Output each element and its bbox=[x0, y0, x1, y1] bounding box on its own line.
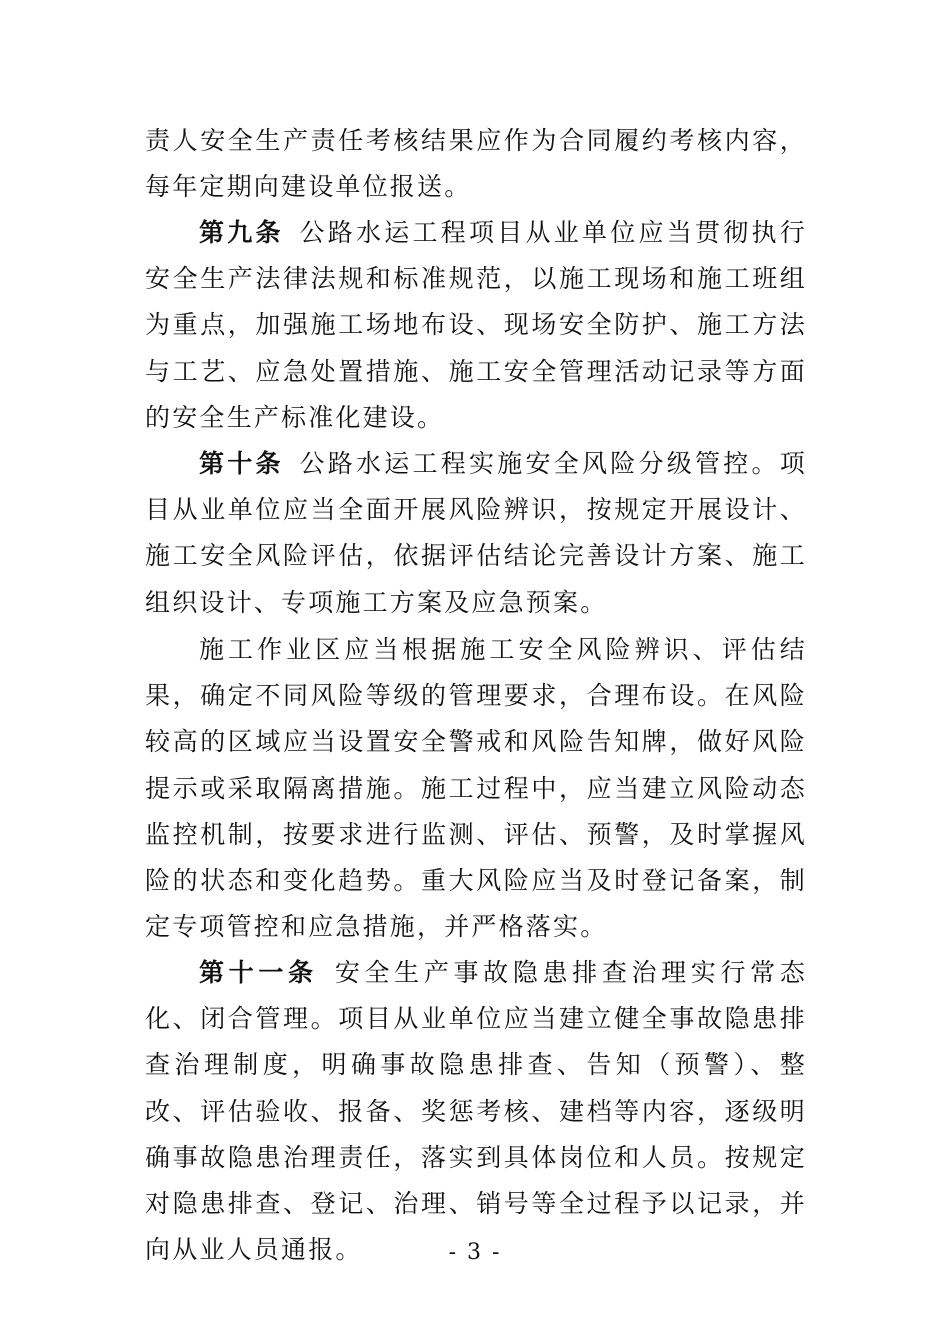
paragraph-continuation bbox=[145, 118, 807, 210]
paragraph-article-10 bbox=[145, 441, 807, 626]
paragraph-text: 责人安全生产责任考核结果应作为合同履约考核内容，每年定期向建设单位报送。 bbox=[145, 126, 807, 202]
article-heading: 第十一条 bbox=[199, 958, 318, 987]
paragraph-article-9 bbox=[145, 210, 807, 441]
article-heading: 第十条 bbox=[199, 449, 284, 478]
article-heading: 第九条 bbox=[199, 218, 284, 247]
paragraph-text: 公路水运工程项目从业单位应当贯彻执行安全生产法律法规和标准规范，以施工现场和施工班组为重点，加强施工场地布设、现场安全防护、施工方法与工艺、应急处置措施、施工安全管理活动记录等方面的安全生产标准化建设。 bbox=[145, 218, 807, 432]
paragraph-text: 公路水运工程实施安全风险分级管控。项目从业单位应当全面开展风险辨识，按规定开展设计、施工安全风险评估，依据评估结论完善设计方案、施工组织设计、专项施工方案及应急预案。 bbox=[145, 449, 807, 617]
paragraph-work-zone bbox=[145, 627, 807, 950]
paragraph-article-11 bbox=[145, 950, 807, 1273]
page-number: - 3 - bbox=[448, 1240, 502, 1265]
paragraph-text: 安全生产事故隐患排查治理实行常态化、闭合管理。项目从业单位应当建立健全事故隐患排查治理制度，明确事故隐患排查、告知（预警）、整改、评估验收、报备、奖惩考核、建档等内容，逐级明确事故隐患治理责任，落实到具体岗位和人员。按规定对隐患排查、登记、治理、销号等全过程予以记录，并向从业人员通报。 bbox=[145, 958, 808, 1265]
paragraph-text: 施工作业区应当根据施工安全风险辨识、评估结果，确定不同风险等级的管理要求，合理布设。在风险较高的区域应当设置安全警戒和风险告知牌，做好风险提示或采取隔离措施。施工过程中，应当建立风险动态监控机制，按要求进行监测、评估、预警，及时掌握风险的状态和变化趋势。重大风险应当及时登记备案，制定专项管控和应急措施，并严格落实。 bbox=[145, 635, 807, 942]
